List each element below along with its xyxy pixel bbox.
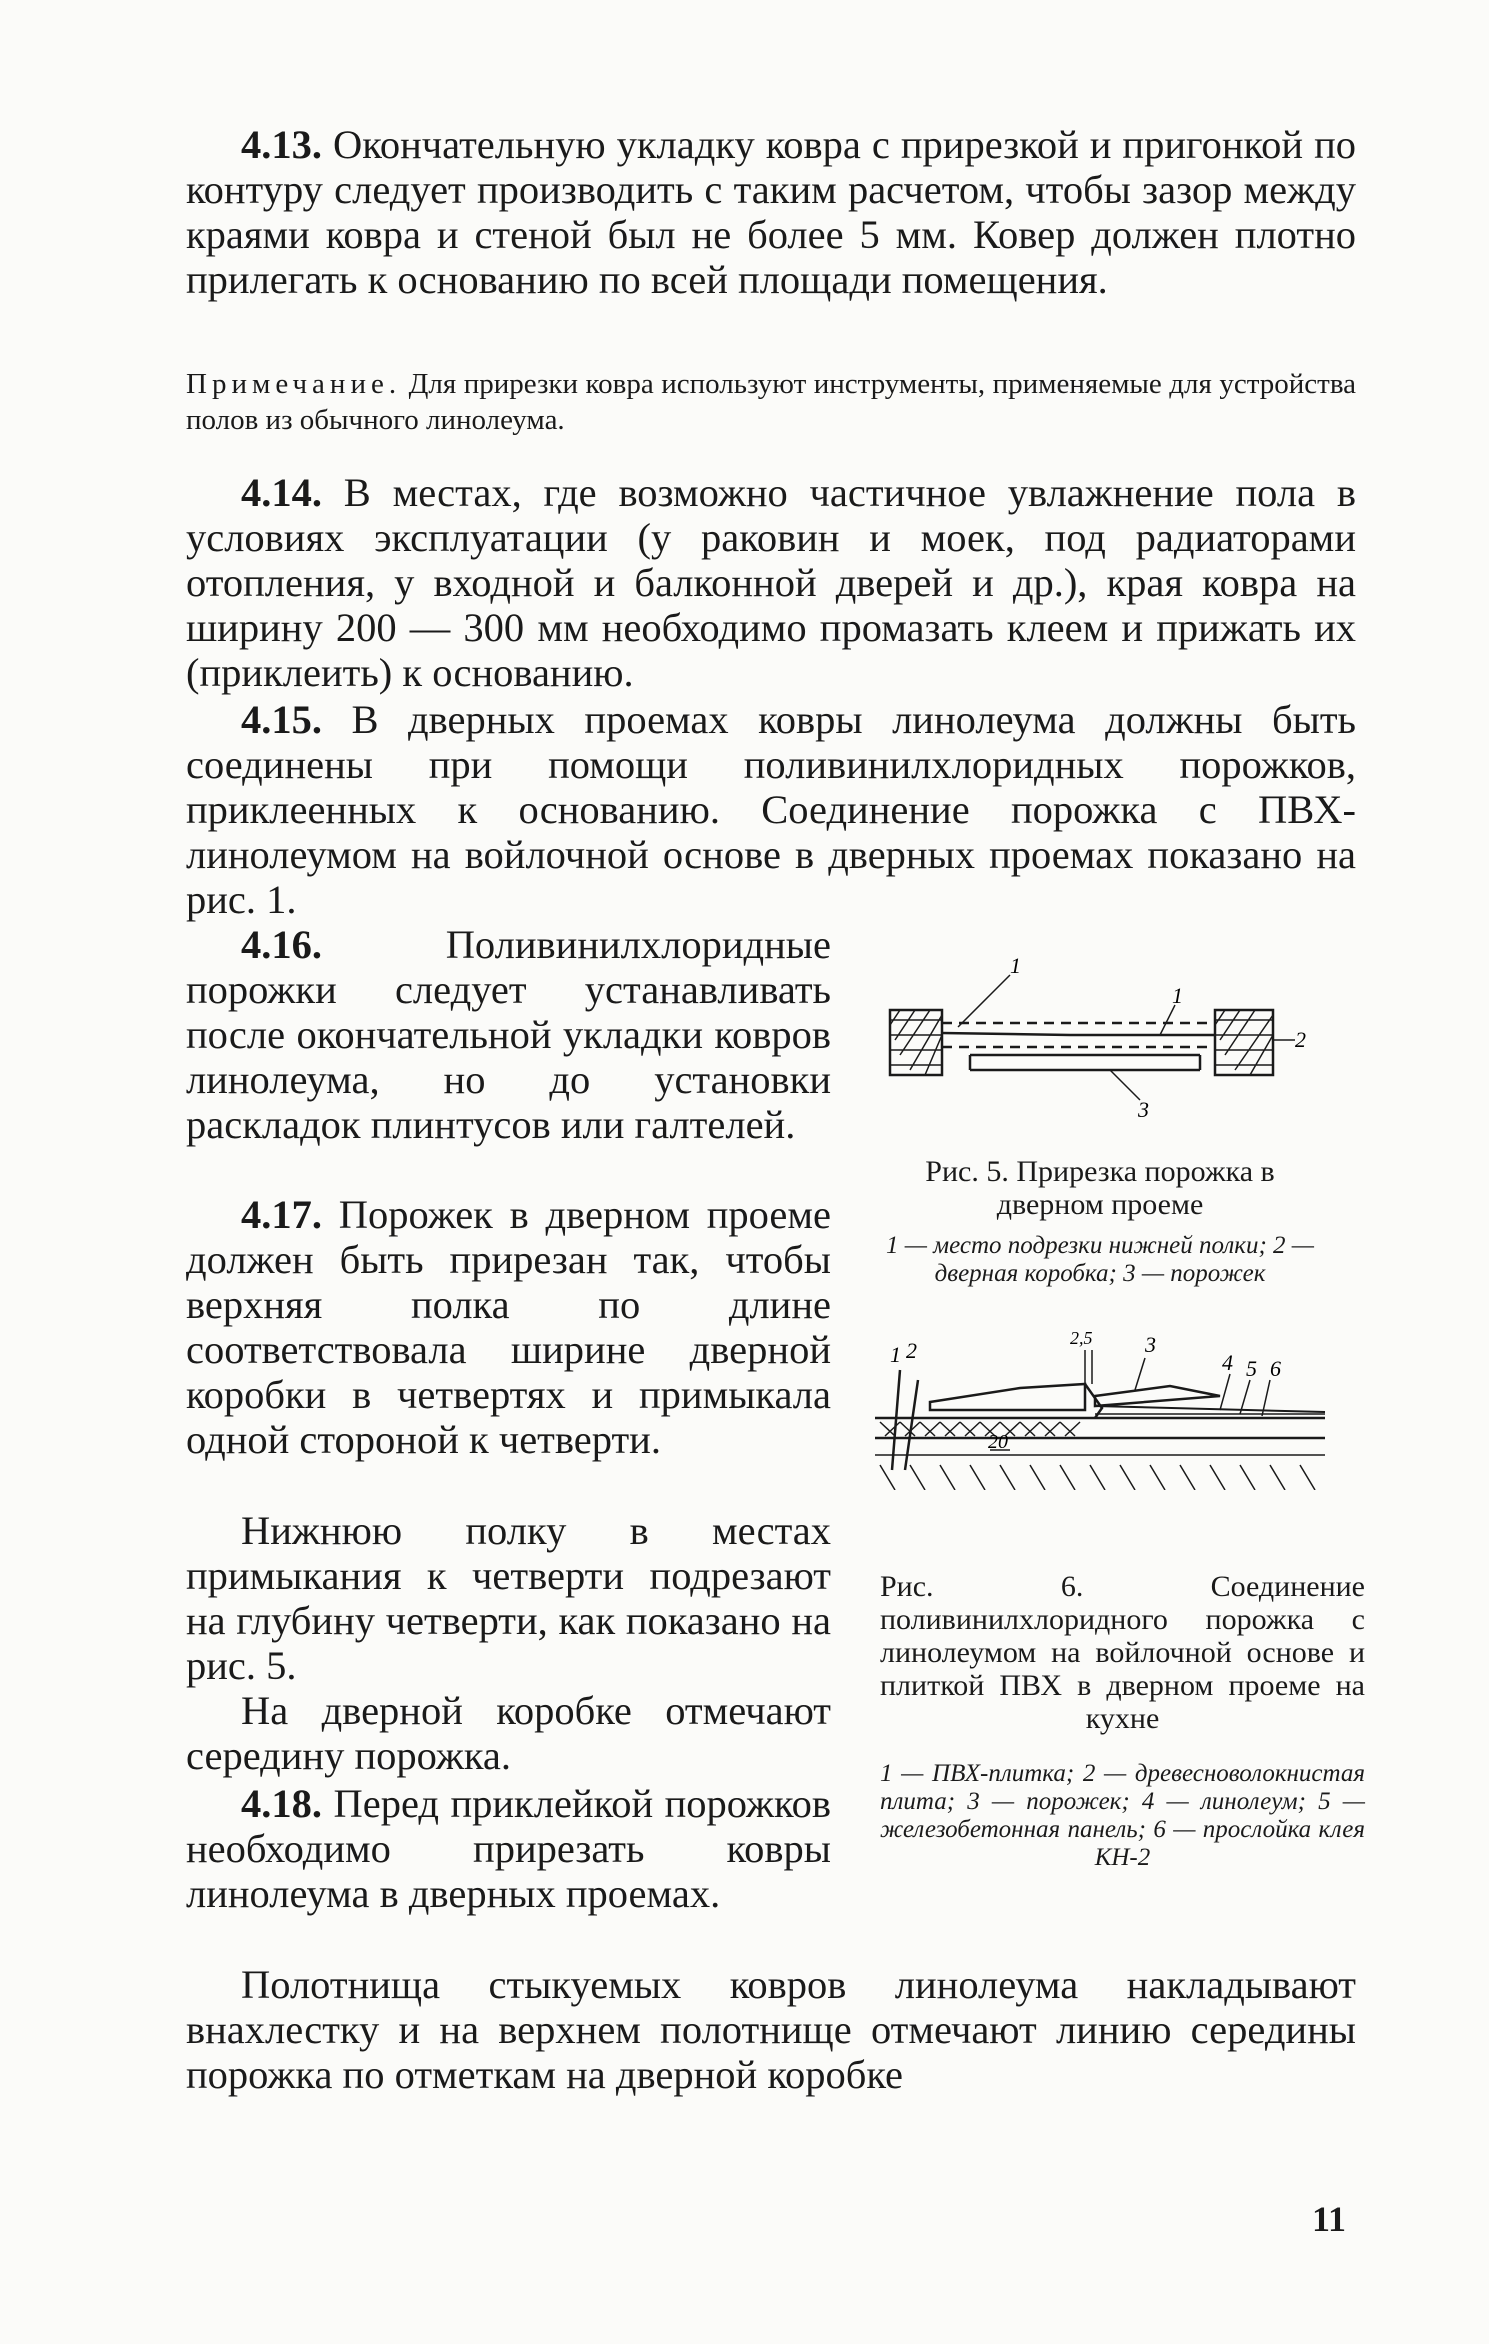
paragraph-4-17-part2 (186, 1508, 831, 1688)
clause-text: Порожек в дверном проеме должен быть прирезан так, чтобы верхняя полка по длине соответствовала ширине дверной коробки в четвертях и примыкала одной стороной к четверти. (186, 1192, 831, 1462)
clause-number: 4.15. (241, 697, 322, 742)
clause-number: 4.13. (241, 122, 322, 167)
note (186, 366, 1356, 438)
fig5-label-1b: 1 (1172, 983, 1183, 1008)
page-number: 11 (1312, 2199, 1347, 2239)
clause-text: В местах, где возможно частичное увлажнение пола в условиях эксплуатации (у раковин и моек, под радиаторами отопления, у входной и балконной дверей и др.), края ковра на ширину 200 — 300 мм необходимо промазать клеем и прижать их (приклеить) к основанию. (186, 470, 1356, 695)
clause-text: В дверных проемах ковры линолеума должны быть соединены при помощи поливинилхлоридных порожков, приклеенных к основанию. Соединение порожка с ПВХ-линолеумом на войлочной основе в дверных проемах показано на рис. 1. (186, 697, 1356, 922)
figure-6-drawing (870, 1330, 1330, 1490)
fig6-label-4: 4 (1222, 1350, 1233, 1375)
fig6-label-20: 20 (988, 1431, 1008, 1453)
fig6-label-1: 1 (890, 1342, 901, 1367)
paragraph-4-14 (186, 470, 1356, 695)
clause-text: Перед приклейкой порожков необходимо прирезать ковры линолеума в дверных проемах. (186, 1781, 831, 1916)
figure-5-caption: Рис. 5. Прирезка порожка в дверном проеме (925, 1155, 1275, 1221)
paragraph-continuation (186, 1962, 1356, 2097)
note-label: Примечание. (186, 368, 402, 400)
clause-text: Полотнища стыкуемых ковров линолеума накладывают внахлестку и на верхнем полотнище отмечают линию середины порожка по отметкам на дверной коробке (186, 1962, 1356, 2097)
fig5-label-2: 2 (1295, 1027, 1306, 1052)
clause-text: Окончательную укладку ковра с прирезкой и пригонкой по контуру следует производить с таким расчетом, чтобы зазор между краями ковра и стеной был не более 5 мм. Ковер должен плотно прилегать к основанию по всей площади помещения. (186, 122, 1357, 302)
figure-6-caption: Рис. 6. Соединение поливинилхлоридного порожка с линолеумом на войлочной основе и плиткой ПВХ в дверном проеме на кухне (880, 1570, 1365, 1735)
figure-6-legend: 1 — ПВХ-плитка; 2 — древесноволокнистая плита; 3 — порожек; 4 — линолеум; 5 — железобетонная панель; 6 — прослойка клея КН-2 (880, 1760, 1365, 1871)
clause-text: Нижнюю полку в местах примыкания к четверти подрезают на глубину четверти, как показано на рис. 5. (186, 1508, 831, 1688)
note-text: Для прирезки ковра используют инструменты, применяемые для устройства полов из обычного линолеума. (186, 368, 1357, 436)
clause-text: На дверной коробке отмечают середину порожка. (186, 1688, 831, 1778)
fig6-label-2: 2 (906, 1338, 917, 1363)
fig5-label-1a: 1 (1010, 955, 1021, 978)
clause-text: Поливинилхлоридные порожки следует устанавливать после окончательной укладки ковров линолеума, но до установки раскладок плинтусов или галтелей. (186, 922, 831, 1147)
figure-5-drawing (870, 955, 1310, 1120)
fig5-label-3: 3 (1138, 1097, 1149, 1120)
paragraph-4-17-part3 (186, 1688, 831, 1778)
fig6-label-5: 5 (1246, 1356, 1257, 1381)
clause-number: 4.18. (241, 1781, 322, 1826)
clause-number: 4.17. (241, 1192, 322, 1237)
clause-number: 4.16. (241, 922, 322, 967)
paragraph-4-15 (186, 697, 1356, 922)
paragraph-4-13 (186, 122, 1356, 302)
paragraph-4-18 (186, 1781, 831, 1916)
figure-5-legend: 1 — место подрезки нижней полки; 2 — дверная коробка; 3 — порожек (885, 1232, 1315, 1287)
paragraph-4-16 (186, 922, 831, 1147)
fig6-label-3: 3 (1145, 1332, 1156, 1357)
fig6-label-6: 6 (1270, 1356, 1281, 1381)
paragraph-4-17 (186, 1192, 831, 1462)
clause-number: 4.14. (241, 470, 322, 515)
fig6-label-2-5: 2,5 (1070, 1330, 1093, 1348)
